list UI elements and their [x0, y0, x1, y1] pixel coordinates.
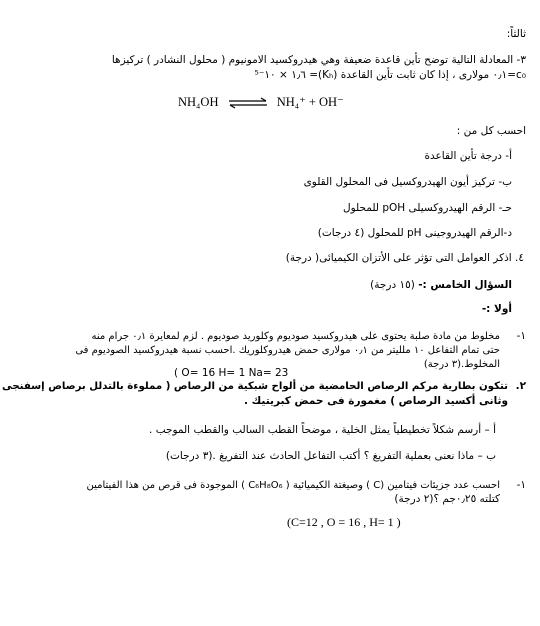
item3-line2: كتلته ٠٫٢٥جم ؟(٢ درجة)	[394, 493, 500, 505]
item2-line1: تتكون بطارية مركم الرصاص الحامضية من ألواح شبكية من الرصاص ( مملوءة بالتدلل برصاص إسفنجى	[2, 381, 508, 392]
item1-line3: المخلوط.(٣ درجة)	[423, 359, 500, 370]
item1-line1: مخلوط من مادة صلبة يحتوى على هيدروكسيد صوديوم وكلوريد صوديوم . لزم لمعايرة ٠٫١ جرام منه	[91, 331, 500, 342]
q3-part-a: أ- درجة تأين القاعدة	[424, 150, 512, 162]
q4-text: ٤. اذكر العوامل التى تؤثر على الأتزان الكيميائى( درجة)	[285, 252, 524, 264]
section-third-heading: ثالثاً:	[506, 28, 526, 40]
item3-number: ١-	[516, 479, 526, 491]
equation-products: NH₄⁺ + OH⁻	[276, 95, 344, 109]
item2-part-b: ب – ماذا نعنى بعملية التفريغ ؟ أكتب التفاعل الحادث عند التفريغ .(٣ درجات)	[165, 450, 496, 462]
q5-title: السؤال الخامس :-	[418, 279, 512, 291]
item1-line2: حتى تمام التفاعل ١٠ ملليتر من ٠٫١ مولارى حمض هيدروكلوريك .احسب نسبة هيدروكسيد الصوديوم فى	[75, 345, 500, 356]
item2-number: ٢.	[515, 380, 526, 392]
item1-number: ١-	[516, 330, 526, 342]
q3-part-b: ب- تركيز أيون الهيدروكسيل فى المحلول القلوى	[303, 176, 512, 188]
item1-atomic-masses: ( O= 16 H= 1 Na= 23	[174, 367, 289, 379]
q3-part-d: د-الرقم الهيدروجينى pH للمحلول (٤ درجات)	[317, 227, 512, 239]
item2-part-a: أ – أرسم شكلاً تخطيطياً يمثل الخلية ، موضحاً القطب السالب والقطب الموجب .	[149, 424, 496, 436]
q5-heading	[370, 279, 512, 292]
item3-line1: احسب عدد جزيئات فيتامين (C ) وصيغتة الكيميائية ( C₆H₈O₆ ) الموجودة فى قرص من هذا الفيتامين	[86, 480, 500, 491]
item3-atomic-masses: (C=12 , O = 16 , H= 1 )	[287, 515, 401, 529]
q5-first-heading: أولا :-	[481, 303, 512, 315]
q3-part-c: حـ- الرقم الهيدروكسيلى pOH للمحلول	[342, 202, 512, 214]
q3-line2: c₀=٠٫١ مولارى ، إذا كان ثابت تأين القاعدة (Kₕ)= ١٫٦ × ١٠⁻⁵	[254, 69, 526, 81]
q5-marks: (١٥ درجة)	[370, 279, 415, 291]
equilibrium-arrow-icon	[228, 97, 268, 109]
equation-reactant: NH₄OH	[178, 95, 219, 109]
item2-line2: وثانى أكسيد الرصاص ) مغمورة فى حمض كبريتيك .	[244, 395, 508, 407]
q3-line1: ٣- المعادلة التالية توضح تأين قاعدة ضعيفة وهي هيدروكسيد الامونيوم ( محلول النشادر ) تركيزها	[111, 54, 526, 66]
q3-calc-prompt: احسب كل من :	[456, 125, 526, 137]
ionization-equation	[178, 94, 344, 110]
